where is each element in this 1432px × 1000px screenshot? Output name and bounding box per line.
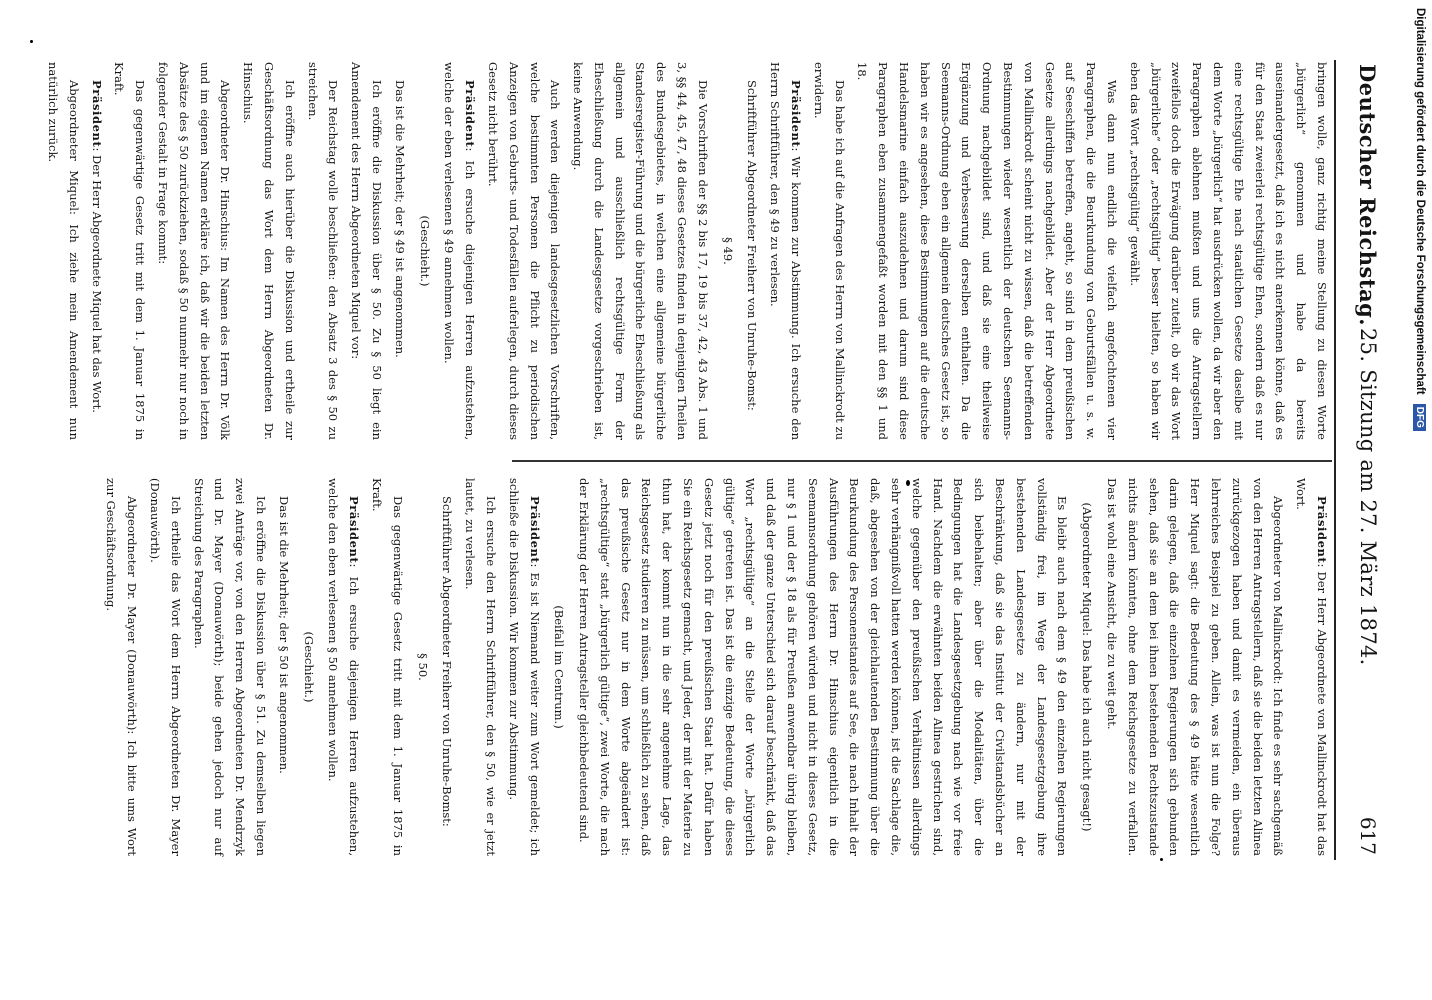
speech-text: Ich eröffne die Diskussion über § 51. Zu demselben liegen zwei Anträge vor, von den Herren Abgeordneten Dr. Mendrzyk und Dr. Mayer (Donauwörth); beide gehen jedoch nur auf Streichung des Paragraphen. — [191, 478, 268, 856]
speech-text: (Beifall im Centrum.) — [552, 605, 567, 729]
paragraph — [549, 478, 570, 856]
paragraph — [144, 478, 186, 856]
paragraph — [366, 478, 408, 856]
speech-text: § 49. — [720, 237, 735, 265]
header-rule — [1334, 60, 1336, 860]
dfg-logo: DFG — [1413, 404, 1426, 431]
speech-text: (Geschieht.) — [301, 631, 316, 703]
speech-text: Abgeordneter Dr. Mayer (Donauwörth): Ich bitte ums Wort zur Geschäftsordnung. — [104, 478, 140, 856]
paragraph — [298, 478, 319, 856]
column-divider — [512, 460, 1332, 462]
speech-paragraph — [323, 478, 365, 856]
paragraph — [152, 62, 235, 440]
speech-paragraph — [1290, 478, 1332, 856]
paragraph — [437, 478, 458, 856]
paragraph — [302, 62, 344, 440]
speech-text: Ich eröffne auch hierüber die Diskussion und ertheile zur Geschäftsordnung das Wort dem Herrn Abgeordneten Dr. Hinschius. — [241, 62, 297, 440]
speech-text: Das ist die Mehrheit; der § 49 ist angenommen. — [392, 80, 407, 358]
paragraph — [1101, 478, 1288, 856]
speech-text: Schriftführer Abgeordneter Freiherr von Unruhe-Bomst: — [745, 80, 760, 411]
speech-text: : Wir kommen zur Abstimmung. Ich ersuche den Herrn Schriftführer, den § 49 zu verlesen. — [768, 62, 804, 440]
speech-text: Der Reichstag wolle beschließen: den Absatz 3 des § 50 zu streichen. — [305, 62, 341, 440]
paragraph — [389, 62, 410, 440]
paragraph: bringen wolle, ganz richtig meine Stellung zu diesen Worte „bürgerlich“ genommen und habe da bereits auseinandergesetzt, daß ich es nicht anerkennen könne, daß es für den Staat zweierlei rechtsgültige Ehen, sondern daß es nur eine rechtsgültige Ehe nach staatlichen Gesetze daselbe mit dem Worte „bürgerlich“ hat ausdrücken wollen, da wir aber den Paragraphen ablehnen mußten und uns die Antragstellern zweifellos doch die Erwägung darüber zuteilt, ob wir das Wort „bürgerliche“ oder „rechtsgültig“ besser hielten, so haben wir eben das Wort „rechtsgültig“ gewählt. — [1127, 62, 1329, 440]
paragraph — [414, 62, 435, 440]
paragraph: Was dann nun endlich die vielfach angefochtenen vier Paragraphen, die die Beurkundung von Geburtsfällen u. s. w. auf Seeschiffen betreffen, angeht, so sind in dem preußischen Gesetze allerdings nachgebildet. Aber der Herr Abgeordnete von Mallinckrodt scheint nicht zu wissen, daß die betreffenden Bestimmungen wieder wesentlich der deutschen Seemanns-Ordnung nachgebildet sind, und daß sie eine theilweise Ergänzung und Verbesserung derselben enthalten. Da die Seemanns-Ordnung eben ein allgemein deutsches Gesetz ist, so haben wir es angesehen, diese Bestimmungen auf die deutsche Handelsmarine einfach auszudehnen und darum sind diese Paragraphen eben zusammengefaßt worden mit den §§ 1 und 18. — [855, 62, 1120, 440]
paragraph — [742, 62, 763, 440]
speech-text: Das gegenwärtige Gesetz tritt mit dem 1. Januar 1875 in Kraft. — [369, 478, 405, 856]
speech-paragraph — [503, 478, 545, 856]
speaker-name: Präsident — [89, 80, 104, 148]
speaker-name: Präsident — [1315, 496, 1329, 564]
dfg-note-text: Digitalisierung gefördert durch die Deutsche Forschungsgemeinschaft — [1414, 8, 1426, 395]
speaker-name: Präsident — [463, 80, 478, 148]
speech-paragraph — [439, 62, 481, 440]
paragraph — [717, 62, 738, 440]
speech-text: : Ich ersuche diejenigen Herren aufzustehen, welche den eben verlesenen § 50 annehmen wollen. — [326, 478, 362, 856]
speech-text: Ich ertheile das Wort dem Herrn Abgeordneten Dr. Mayer (Donauwörth). — [147, 478, 183, 856]
speech-text: Abgeordneter Dr. Hinschius: Im Namen des Herrn Dr. Völk und im eigenen Namen erkläre ich, daß wir die beiden letzten Absätze des § 50 zurückziehen, sodaß § 50 nunmehr nur noch in folgender Gestalt in Frage kommt: — [155, 62, 233, 440]
speech-text: § 50. — [415, 653, 430, 681]
left-column-proceedings — [42, 62, 806, 440]
speech-text: (Abgeordneter Miquel: Das habe ich auch nicht gesagt!) — [1080, 502, 1095, 832]
paragraph — [567, 62, 713, 440]
speech-text: Das ist die Mehrheit; der § 50 ist angenommen. — [276, 496, 291, 774]
speech-paragraph — [764, 62, 806, 440]
speech-text: Das gegenwärtige Gesetz tritt mit dem 1. Januar 1875 in Kraft. — [112, 62, 148, 440]
paragraph — [1076, 478, 1097, 856]
header-session: 25. Sitzung am 27. März 1874. — [1356, 328, 1380, 666]
speaker-name: Präsident — [347, 496, 362, 564]
paragraph — [345, 62, 387, 440]
dfg-funding-note — [1404, 8, 1428, 788]
speech-text: : Es ist Niemand weiter zum Wort gemeldet; ich schließe die Diskussion. Wir kommen zur Abstimmung. — [506, 478, 542, 856]
paragraph — [237, 62, 299, 440]
speech-text: Die Vorschriften der §§ 2 bis 17, 19 bis 37, 42, 43 Abs. 1 und 3, §§ 44, 45, 47, 48 dieses Gesetzes finden in denjenigen Theilen des Bundesgebietes, in welchen eine allgemeine bürgerliche Standesregister-Führung und die bürgerliche Eheschließung als allgemein und ausschließlich rechtsgültige Form der Eheschließung durch die Landesgesetze vorgeschrieben ist, keine Anwendung. — [571, 62, 710, 440]
right-column — [99, 478, 1332, 856]
speech-text: Abgeordneter Miquel: Ich ziehe mein Amendement nun natürlich zurück. — [45, 62, 81, 440]
paragraph — [273, 478, 294, 856]
page-number: 617 — [1356, 816, 1380, 855]
paragraph — [109, 62, 151, 440]
speech-text: Ich ersuche den Herrn Schriftführer, den § 50, wie er jetzt lautet, zu verlesen. — [463, 478, 498, 856]
speech-text: Ich eröffne die Diskussion über § 50. Zu § 50 liegt ein Amendement des Herrn Abgeordneten Miquel vor: — [349, 62, 384, 440]
speech-text: Es bleibt auch nach dem § 49 den einzelnen Regierungen vollständig frei, im Wege der Landesgesetzgebung ihre bestehenden Landesgesetze zu ändern, nur mit der Beschränkung, daß sie das Institut der Civilstandsbücher an sich beibehalten; aber über die Modalitäten, über die Bedingungen hat die Landesgesetzgebung nach wie vor freie Hand. Nachdem die erwähnten beiden Alinea gestrichen sind, welche gegenüber den preußischen Verhältnissen allerdings sehr verhängnißvoll hatten werden können, ist die Sachlage die, daß, abgesehen von der gleichlautenden Bestimmung über die Beurkundung des Personenstandes auf See, die nach Inhalt der Ausführungen des Herrn Dr. Hinschius eigentlich in die Seemannsordnung gehören würden und nicht in dieses Gesetz, nur § 1 und der § 18 als für Preußen anwendbar übrig bleiben, und daß der ganze Unterschied sich darauf beschränkt, daß das Wort „rechtsgültige“ an die Stelle der Worte „bürgerlich gültige“ getreten ist. Das ist die einzige Bedeutung, die dieses Gesetz jetzt noch für den preußischen Staat hat. Dafür haben Sie ein Reichsgesetz gemacht, und Jeder, der mit der Materie zu thun hat, der kommt nun in die sehr angenehme Lage, das Reichsgesetz studieren zu müssen, um schließlich zu sehen, daß das preußische Gesetz nur in dem Worte abgeändert ist: „rechtsgültige“ statt „bürgerlich gültige“, zwei Worte, die nach der Erklärung der Herren Antragsteller gleichbedeutend sind. — [577, 478, 1070, 856]
running-header — [1344, 0, 1380, 1000]
speech-text: (Geschieht.) — [417, 215, 432, 287]
speech-text: : Der Herr Abgeordnete von Mallinckrodt hat das Wort. — [1294, 478, 1329, 856]
speech-text: : Der Herr Abgeordnete Miquel hat das Wort. — [89, 147, 104, 413]
paragraph — [101, 478, 143, 856]
speech-text: : Ich ersuche diejenigen Herren aufzustehen, welche der eben verlesenen § 49 annehmen wollen. — [442, 62, 478, 440]
speech-text: Abgeordneter von Mallinckrodt: Ich finde es sehr sachgemäß von den Herren Antragstellern, daß sie die beiden letzten Alinea zurückgezogen haben und damit es vermeiden, ein überaus lehrreiches Beispiel zu geben. Allein, was ist nun die Folge? Herr Miquel sagt: die Bedeutung des § 49 hätte wesentlich darin gelegen, daß die einzelnen Regierungen sich gebunden sehen, daß sie an dem bei ihnen bestehenden Rechtszustande nichts ändern könnten, ohne dem Reichsgesetze zu verfallen. Das ist wohl eine Ansicht, die zu weit geht. — [1105, 478, 1286, 856]
paragraph — [573, 478, 1072, 856]
paragraph — [459, 478, 501, 856]
scan-speck — [906, 480, 910, 486]
scan-speck — [1160, 858, 1163, 861]
speech-text: Auch werden diejenigen landesgesetzlichen Vorschriften, welche bestimmten Personen die Pflicht zu periodischen Anzeigen von Geburts- und Todesfällen auferlegen, durch dieses Gesetz nicht berührt. — [485, 62, 563, 440]
paragraph: Das habe ich auf die Anfragen des Herrn von Mallinckrodt zu erwidern. — [811, 62, 847, 440]
paragraph — [188, 478, 271, 856]
header-title: Deutscher Reichstag. — [1355, 64, 1380, 327]
speaker-name: Präsident — [789, 80, 804, 148]
paragraph — [482, 62, 565, 440]
left-column — [40, 62, 1332, 440]
speech-paragraph — [86, 62, 107, 440]
speech-text: Schriftführer Abgeordneter Freiherr von Unruhe-Bomst: — [440, 496, 455, 827]
scan-speck — [30, 40, 33, 43]
paragraph — [42, 62, 84, 440]
speaker-name: Präsident — [527, 496, 542, 564]
paragraph — [412, 478, 433, 856]
